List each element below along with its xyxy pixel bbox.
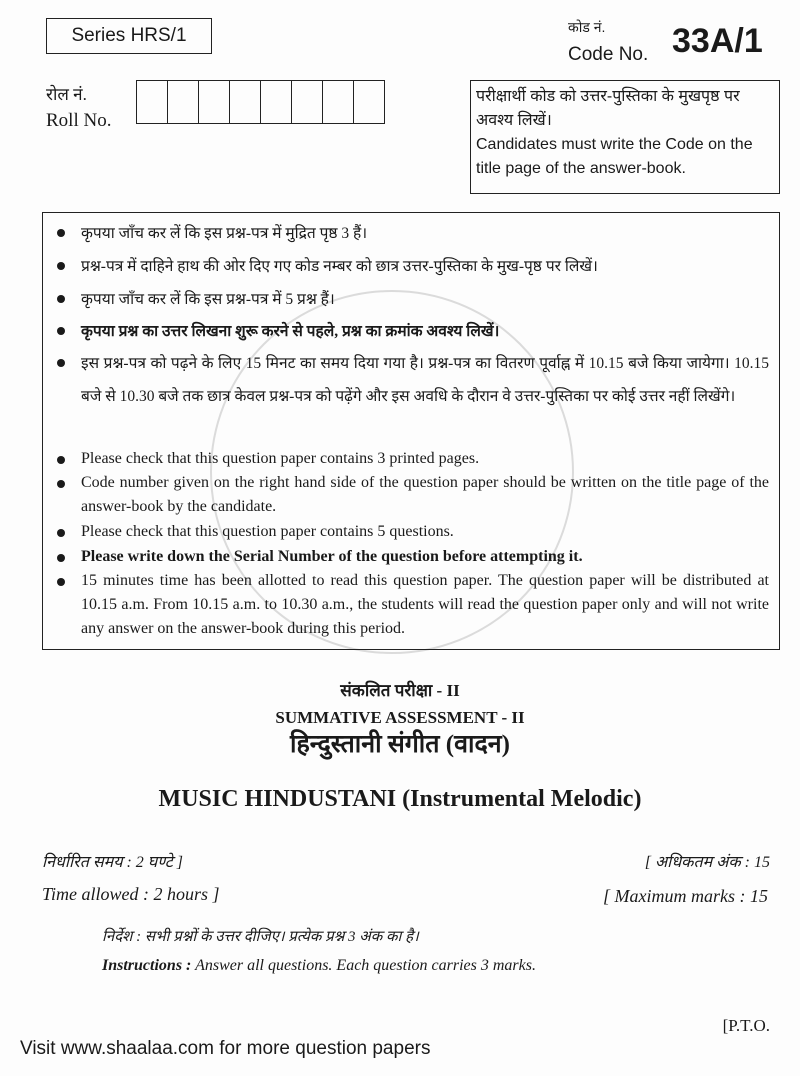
instruction-hindi: कृपया प्रश्न का उत्तर लिखना शुरू करने से पहले, प्रश्न का क्रमांक अवश्य लिखें। xyxy=(53,315,769,348)
roll-label-hindi: रोल नं. xyxy=(46,85,87,104)
code-label-hindi: कोड नं. xyxy=(568,19,606,35)
instruction-english: Please check that this question paper contains 5 questions. xyxy=(53,520,769,544)
instruction-english: 15 minutes time has been allotted to read this question paper. The question paper will be distributed at 10.15 a.m. From 10.15 a.m. to 10.30 a.m., the students will read the question paper only and will not write any answer on the answer-book during this period. xyxy=(53,569,769,641)
instruction-hindi: प्रश्न-पत्र में दाहिने हाथ की ओर दिए गए कोड नम्बर को छात्र उत्तर-पुस्तिका के मुख-पृष्ठ पर लिखें। xyxy=(53,250,769,283)
instruction-english: Please write down the Serial Number of the question before attempting it. xyxy=(53,545,769,569)
roll-number-cell[interactable] xyxy=(292,81,323,123)
code-label: Code No. xyxy=(568,44,649,65)
instruction-english: Code number given on the right hand side of the question paper should be written on the title page of the answer-book by the candidate. xyxy=(53,471,769,519)
roll-number-cell[interactable] xyxy=(168,81,199,123)
exam-title-hindi: संकलित परीक्षा - II xyxy=(340,681,460,700)
max-marks: [ Maximum marks : 15 xyxy=(603,886,768,906)
roll-number-cell[interactable] xyxy=(323,81,354,123)
directions-text: Answer all questions. Each question carries 3 marks. xyxy=(191,957,536,974)
subject-title: MUSIC HINDUSTANI (Instrumental Melodic) xyxy=(158,786,642,812)
code-notice-box xyxy=(470,80,780,194)
max-marks-hindi: [ अधिकतम अंक : 15 xyxy=(644,854,770,871)
time-allowed-hindi: निर्धारित समय : 2 घण्टे ] xyxy=(42,854,183,871)
directions-label: Instructions : xyxy=(102,957,192,974)
roll-number-cell[interactable] xyxy=(230,81,261,123)
roll-number-cell[interactable] xyxy=(137,81,168,123)
time-allowed: Time allowed : 2 hours ] xyxy=(42,884,220,904)
code-notice-english: Candidates must write the Code on the title page of the answer-book. xyxy=(476,136,753,177)
series-box: Series HRS/1 xyxy=(46,18,212,54)
instruction-hindi: कृपया जाँच कर लें कि इस प्रश्न-पत्र में मुद्रित पृष्ठ 3 हैं। xyxy=(53,217,769,250)
footer-visit-link[interactable]: Visit www.shaalaa.com for more question papers xyxy=(20,1038,431,1059)
roll-number-cell[interactable] xyxy=(354,81,384,123)
code-number: 33A/1 xyxy=(672,22,763,60)
code-notice-hindi: परीक्षार्थी कोड को उत्तर-पुस्तिका के मुखपृष्ठ पर अवश्य लिखें। xyxy=(476,88,740,129)
roll-number-cell[interactable] xyxy=(199,81,230,123)
instruction-english: Please check that this question paper contains 3 printed pages. xyxy=(53,447,769,471)
directions xyxy=(102,957,536,975)
instruction-hindi: इस प्रश्न-पत्र को पढ़ने के लिए 15 मिनट का समय दिया गया है। प्रश्न-पत्र का वितरण पूर्वाह्न में 10.15 बजे किया जायेगा। 10.15 बजे से 10.30 बजे तक छात्र केवल प्रश्न-पत्र को पढ़ेंगे और इस अवधि के दौरान वे उत्तर-पुस्तिका पर कोई उत्तर नहीं लिखेंगे। xyxy=(53,347,769,413)
roll-number-cell[interactable] xyxy=(261,81,292,123)
roll-number-boxes[interactable] xyxy=(136,80,385,124)
general-instructions-box xyxy=(42,212,780,650)
pto-label: [P.T.O. xyxy=(722,1016,770,1035)
exam-title: SUMMATIVE ASSESSMENT - II xyxy=(275,708,525,727)
subject-title-hindi: हिन्दुस्तानी संगीत (वादन) xyxy=(290,731,510,758)
directions-hindi: निर्देश : सभी प्रश्नों के उत्तर दीजिए। प्रत्येक प्रश्न 3 अंक का है। xyxy=(102,929,419,945)
roll-label: Roll No. xyxy=(46,110,112,131)
instruction-hindi: कृपया जाँच कर लें कि इस प्रश्न-पत्र में 5 प्रश्न हैं। xyxy=(53,283,769,316)
